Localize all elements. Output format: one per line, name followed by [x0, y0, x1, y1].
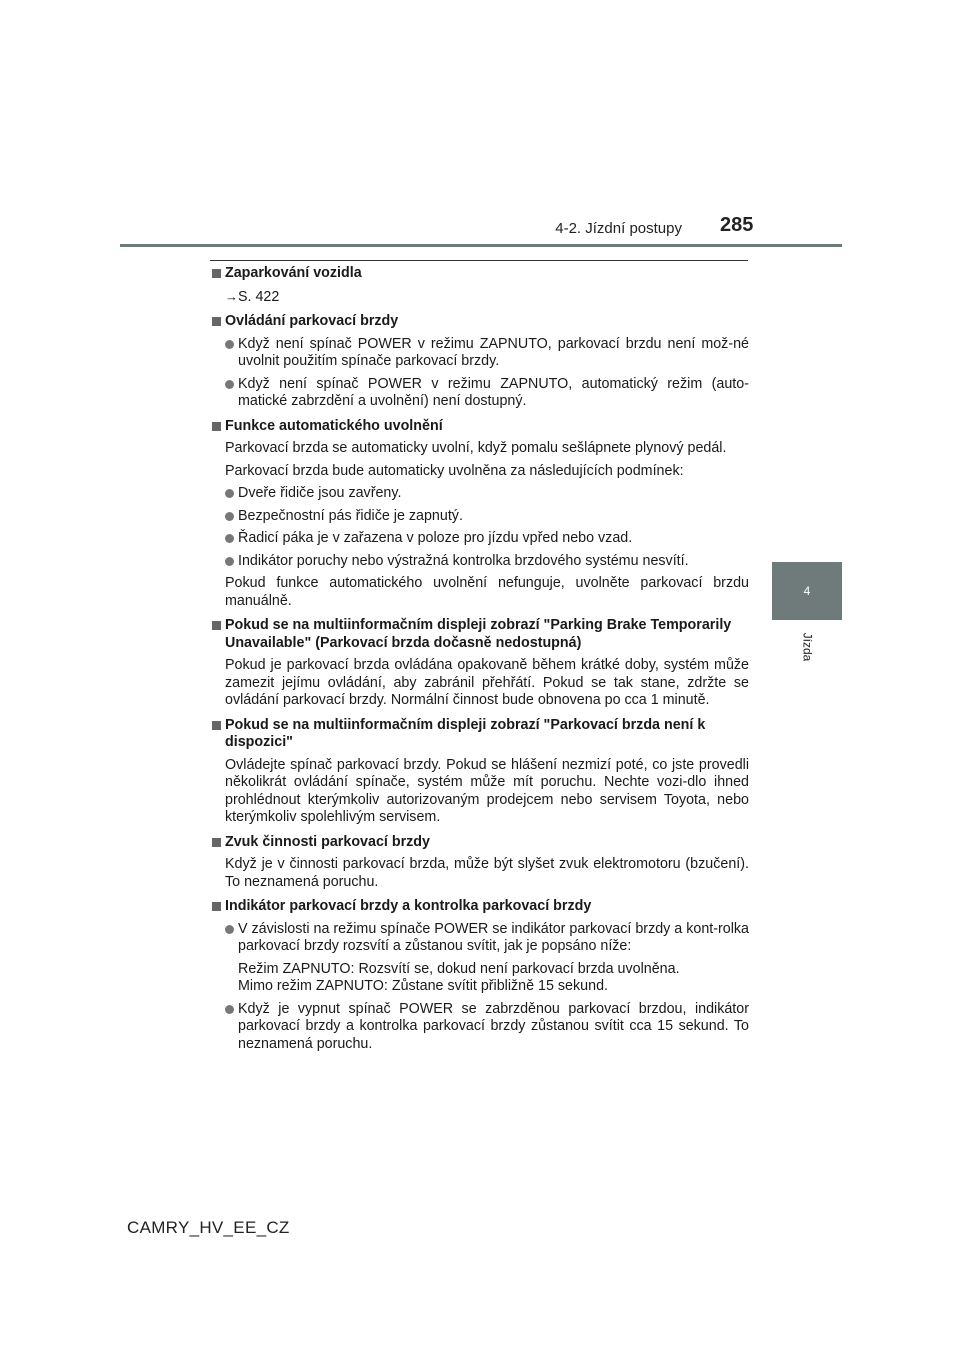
header-divider: [120, 244, 842, 247]
section-heading-not-available: Pokud se na multiinformačním displeji zobrazí "Parkovací brzda není k dispozici": [212, 717, 749, 752]
section-heading-indicator: Indikátor parkovací brzdy a kontrolka parkovací brzdy: [212, 898, 749, 916]
bullet-item: Řadicí páka je v zařazena v poloze pro jízdu vpřed nebo vzad.: [212, 530, 749, 548]
section-heading-parking: Zaparkování vozidla: [212, 265, 749, 283]
page-content: [212, 265, 749, 1053]
bullet-item: V závislosti na režimu spínače POWER se indikátor parkovací brzdy a kont-rolka parkovací brzdy rozsvítí a zůstanou svítit, jak je popsáno níže:: [212, 921, 749, 956]
sub-paragraph: [212, 961, 749, 996]
section-heading-operation-sound: Zvuk činnosti parkovací brzdy: [212, 834, 749, 852]
paragraph: Parkovací brzda se automaticky uvolní, když pomalu sešlápnete plynový pedál.: [225, 440, 727, 456]
bullet-item: Když není spínač POWER v režimu ZAPNUTO, parkovací brzdu není mož-né uvolnit použitím spínače parkovací brzdy.: [212, 336, 749, 371]
page-reference: [212, 288, 749, 307]
sub-line-on-mode: Režim ZAPNUTO: Rozsvítí se, dokud není parkovací brzda uvolněna.: [238, 960, 680, 977]
chapter-tab-label: [772, 622, 842, 672]
section-heading-brake-operation: Ovládání parkovací brzdy: [212, 313, 749, 331]
paragraph: Pokud je parkovací brzda ovládána opakovaně během krátké doby, systém může zamezit jejímu ovládání, aby zabránil přehřátí. Pokud se tak stane, zdržte se ovládání parkovací brzdy. Normální činnost bude obnovena po cca 1 minutě.: [225, 657, 749, 708]
paragraph: Pokud funkce automatického uvolnění nefunguje, uvolněte parkovací brzdu manuálně.: [225, 575, 749, 609]
chapter-tab-number: 4: [803, 584, 811, 598]
chapter-title: 4-2. Jízdní postupy: [555, 220, 682, 237]
bullet-item: Bezpečnostní pás řidiče je zapnutý.: [212, 508, 749, 526]
chapter-tab-label-text: Jízda: [800, 632, 814, 662]
arrow-right-icon: →: [225, 288, 238, 304]
sub-line-off-mode: Mimo režim ZAPNUTO: Zůstane svítit přibližně 15 sekund.: [238, 978, 608, 994]
bullet-item: Indikátor poruchy nebo výstražná kontrolka brzdového systému nesvítí.: [212, 553, 749, 571]
page-reference-text: S. 422: [238, 288, 280, 305]
document-code: CAMRY_HV_EE_CZ: [127, 1218, 290, 1237]
chapter-tab: [772, 562, 842, 620]
bullet-item: Když je vypnut spínač POWER se zabrzděnou parkovací brzdou, indikátor parkovací brzdy a kontrolka parkovací brzdy zůstanou svítit cca 15 sekund. To neznamená poruchu.: [212, 1001, 749, 1054]
bullet-item: Když není spínač POWER v režimu ZAPNUTO, automatický režim (auto-matické zabrzdění a uvolnění) není dostupný.: [212, 376, 749, 411]
content-divider: [210, 260, 748, 261]
section-heading-auto-release: Funkce automatického uvolnění: [212, 418, 749, 436]
section-heading-temporarily-unavailable: Pokud se na multiinformačním displeji zobrazí "Parking Brake Temporarily Unavailable" (Parkovací brzda dočasně nedostupná): [212, 617, 749, 652]
paragraph: Parkovací brzda bude automaticky uvolněna za následujících podmínek:: [225, 462, 684, 479]
bullet-item: Dveře řidiče jsou zavřeny.: [212, 485, 749, 503]
page-number: 285: [720, 214, 754, 236]
paragraph: Když je v činnosti parkovací brzda, může být slyšet zvuk elektromotoru (bzučení). To neznamená poruchu.: [225, 856, 749, 890]
paragraph: Ovládejte spínač parkovací brzdy. Pokud se hlášení nezmizí poté, co jste provedli několikrát ovládání spínače, systém může mít poruchu. Nechte vozi-dlo ihned prohlédnout kterýmkoliv autorizovaným prodejcem nebo servisem Toyota, nebo kterýmkoliv spolehlivým servisem.: [225, 756, 749, 825]
